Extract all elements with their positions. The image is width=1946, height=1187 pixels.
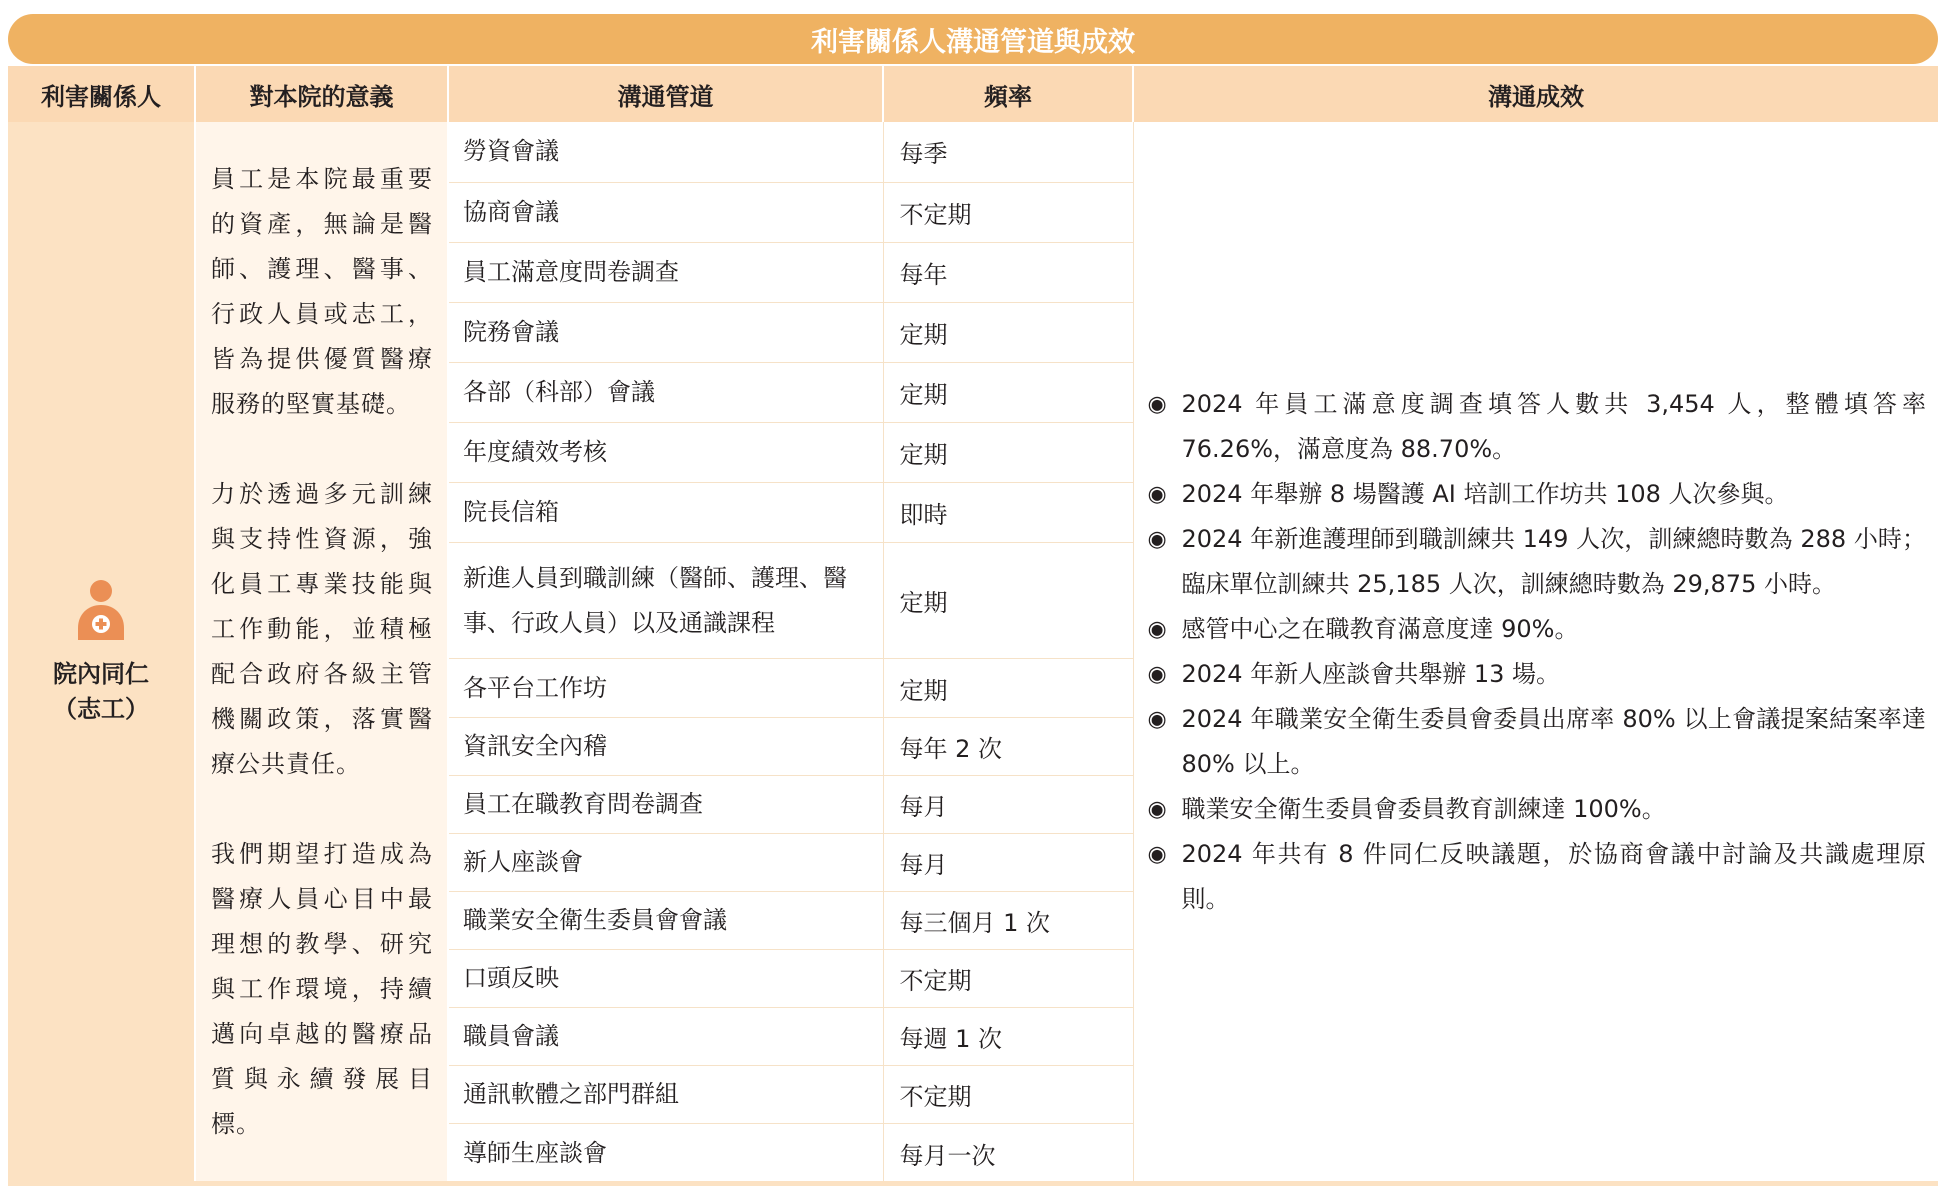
result-item	[1148, 472, 1927, 517]
channel-name: 通訊軟體之部門群組	[448, 1066, 883, 1124]
result-text: 職業安全衛生委員會委員教育訓練達 100%。	[1181, 795, 1666, 823]
channel-name: 各部（科部）會議	[448, 362, 883, 422]
header-results: 溝通成效	[1133, 66, 1938, 122]
meaning-paragraph: 員工是本院最重要的資產，無論是醫師、護理、醫事、行政人員或志工，皆為提供優質醫療服務的堅實基礎。	[211, 165, 433, 418]
channel-name: 勞資會議	[448, 122, 883, 182]
stakeholder-name: 院內同仁	[53, 660, 149, 688]
channel-frequency: 每三個月 1 次	[883, 891, 1133, 949]
header-stakeholder: 利害關係人	[8, 66, 195, 122]
result-item	[1148, 787, 1927, 832]
channel-frequency: 每週 1 次	[883, 1008, 1133, 1066]
table-title: 利害關係人溝通管道與成效	[8, 14, 1938, 64]
result-item	[1148, 697, 1927, 787]
bullet-icon: ◉	[1147, 392, 1167, 417]
result-text: 2024 年職業安全衛生委員會委員出席率 80% 以上會議提案結案率達 80% 以上。	[1181, 705, 1926, 778]
channel-frequency: 每年	[883, 242, 1133, 302]
channel-frequency: 即時	[883, 483, 1133, 543]
stakeholder-table	[8, 66, 1938, 1182]
result-text: 2024 年新進護理師到職訓練共 149 人次，訓練總時數為 288 小時；臨床單位訓練共 25,185 人次，訓練總時數為 29,875 小時。	[1181, 525, 1926, 598]
channel-name: 職員會議	[448, 1008, 883, 1066]
channel-name: 口頭反映	[448, 950, 883, 1008]
table-bottom-border	[8, 1181, 1938, 1186]
bullet-icon: ◉	[1147, 707, 1167, 732]
result-text: 2024 年員工滿意度調查填答人數共 3,454 人，整體填答率 76.26%，滿意度為 88.70%。	[1181, 390, 1926, 463]
bullet-icon: ◉	[1147, 527, 1167, 552]
channel-frequency: 每月一次	[883, 1124, 1133, 1182]
result-item	[1148, 607, 1927, 652]
result-item	[1148, 832, 1927, 922]
meaning-cell	[195, 122, 448, 1182]
header-row	[8, 66, 1938, 122]
meaning-paragraph: 力於透過多元訓練與支持性資源，強化員工專業技能與工作動能，並積極配合政府各級主管機關政策，落實醫療公共責任。	[211, 480, 433, 778]
bullet-icon: ◉	[1147, 617, 1167, 642]
bullet-icon: ◉	[1147, 482, 1167, 507]
channel-name: 各平台工作坊	[448, 659, 883, 717]
channel-name: 新人座談會	[448, 833, 883, 891]
results-cell	[1133, 122, 1938, 1182]
channel-name: 院務會議	[448, 302, 883, 362]
channel-frequency: 每年 2 次	[883, 717, 1133, 775]
channel-frequency: 定期	[883, 543, 1133, 659]
bullet-icon: ◉	[1147, 842, 1167, 867]
channel-frequency: 定期	[883, 659, 1133, 717]
bullet-icon: ◉	[1147, 662, 1167, 687]
channel-name: 員工在職教育問卷調查	[448, 775, 883, 833]
channel-frequency: 定期	[883, 423, 1133, 483]
result-item	[1148, 382, 1927, 472]
channel-frequency: 每月	[883, 833, 1133, 891]
header-channel: 溝通管道	[448, 66, 883, 122]
stakeholder-cell	[8, 122, 195, 1182]
staff-person-icon	[74, 580, 128, 642]
channel-frequency: 定期	[883, 362, 1133, 422]
channel-name: 協商會議	[448, 182, 883, 242]
table-row	[8, 122, 1938, 182]
channel-name: 員工滿意度問卷調查	[448, 242, 883, 302]
header-frequency: 頻率	[883, 66, 1133, 122]
result-item	[1148, 652, 1927, 697]
channel-frequency: 定期	[883, 302, 1133, 362]
result-text: 2024 年舉辦 8 場醫護 AI 培訓工作坊共 108 人次參與。	[1181, 480, 1789, 508]
channel-frequency: 每季	[883, 122, 1133, 182]
result-text: 2024 年共有 8 件同仁反映議題，於協商會議中討論及共識處理原則。	[1181, 840, 1926, 913]
channel-name: 新進人員到職訓練（醫師、護理、醫事、行政人員）以及通識課程	[448, 543, 883, 659]
channel-name: 資訊安全內稽	[448, 717, 883, 775]
result-text: 感管中心之在職教育滿意度達 90%。	[1181, 615, 1579, 643]
channel-frequency: 不定期	[883, 182, 1133, 242]
channel-name: 院長信箱	[448, 483, 883, 543]
channel-name: 職業安全衛生委員會會議	[448, 891, 883, 949]
channel-frequency: 每月	[883, 775, 1133, 833]
channel-name: 年度績效考核	[448, 423, 883, 483]
result-text: 2024 年新人座談會共舉辦 13 場。	[1181, 660, 1561, 688]
meaning-paragraph: 我們期望打造成為醫療人員心目中最理想的教學、研究與工作環境，持續邁向卓越的醫療品質與永續發展目標。	[211, 840, 433, 1138]
channel-frequency: 不定期	[883, 950, 1133, 1008]
result-item	[1148, 517, 1927, 607]
results-list	[1148, 382, 1927, 922]
header-meaning: 對本院的意義	[195, 66, 448, 122]
channel-frequency: 不定期	[883, 1066, 1133, 1124]
stakeholder-subname: （志工）	[53, 695, 149, 723]
bullet-icon: ◉	[1147, 797, 1167, 822]
channel-name: 導師生座談會	[448, 1124, 883, 1182]
